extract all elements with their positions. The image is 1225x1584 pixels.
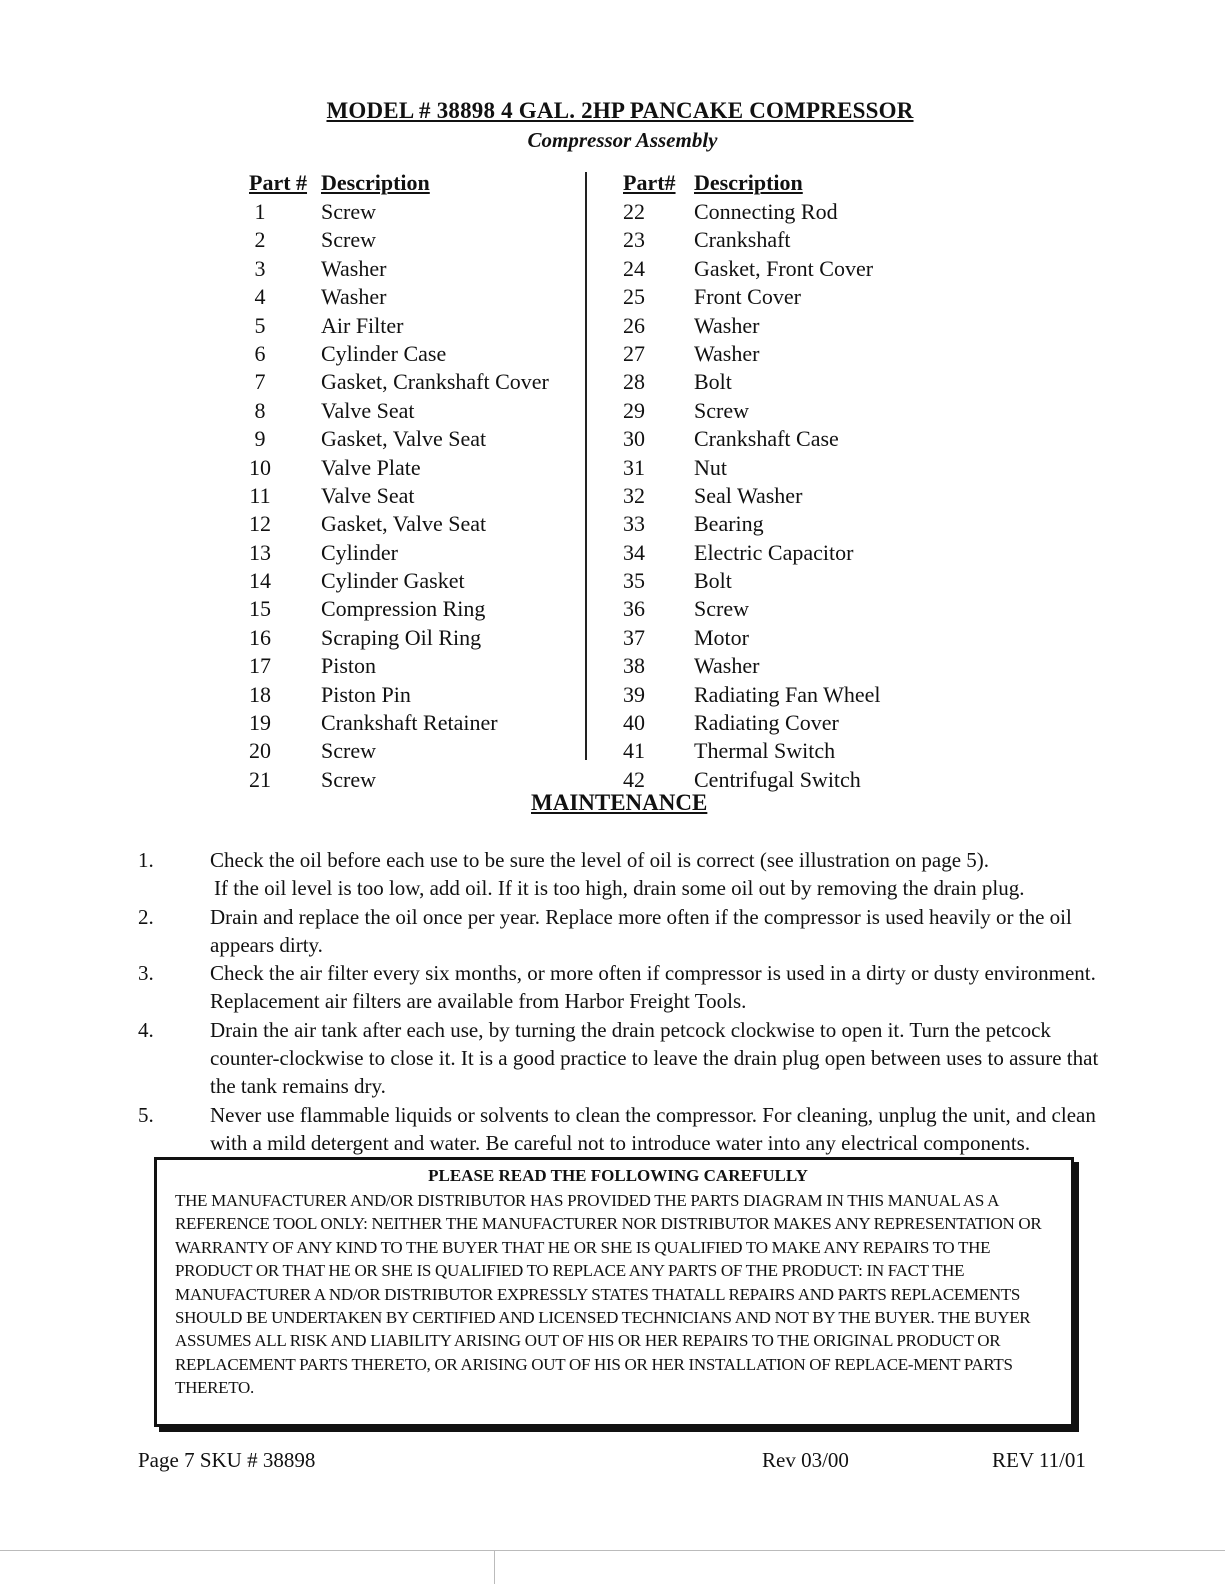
part-number: 40 [623,710,645,736]
part-number: 34 [623,539,645,565]
part-number: 7 [254,369,266,395]
part-number-header: Part # [249,170,308,195]
part-description: Bolt [694,369,732,395]
part-number: 15 [249,596,271,622]
part-row [249,766,549,794]
maintenance-item-text: Drain and replace the oil once per year. Replace more often if the compressor is used heavily or the oil appears dirty. [210,904,1072,957]
part-description: Radiating Cover [694,710,839,736]
part-description: Valve Plate [321,454,421,480]
part-row [623,709,881,737]
part-row [623,510,881,538]
part-number: 9 [254,426,266,452]
maintenance-item [138,1016,1108,1101]
description-header: Description [694,170,803,195]
part-number: 22 [623,199,645,224]
part-number: 32 [623,482,645,508]
part-number-header: Part# [623,170,676,195]
part-description: Screw [694,596,749,622]
maintenance-item-number: 2. [138,904,154,929]
part-row [623,283,881,311]
part-number: 20 [249,738,271,764]
part-row [249,226,549,254]
part-description: Seal Washer [694,482,803,508]
part-number: 10 [249,454,271,480]
parts-list-right [623,170,881,794]
footer-revision-2: REV 11/01 [992,1448,1086,1472]
part-number: 16 [249,624,271,650]
part-description: Screw [321,766,376,792]
part-description: Air Filter [321,312,404,338]
part-number: 8 [254,397,266,423]
part-number: 36 [623,596,645,622]
part-description: Crankshaft [694,227,791,253]
part-number: 28 [623,369,645,395]
part-row [623,397,881,425]
part-description: Gasket, Crankshaft Cover [321,369,549,395]
part-number: 33 [623,511,645,537]
part-number: 2 [254,227,266,253]
disclaimer-box [154,1157,1074,1427]
part-row [249,425,549,453]
part-row [249,567,549,595]
part-row [623,198,881,226]
maintenance-item-number: 1. [138,848,154,872]
part-row [623,539,881,567]
footer-page-sku: Page 7 SKU # 38898 [138,1448,316,1472]
part-description: Bolt [694,568,732,594]
maintenance-item-text-continued: If the oil level is too low, add oil. If it is too high, drain some oil out by removing the drain plug. [214,876,1025,901]
scan-edge-line [0,1550,1225,1551]
maintenance-item-number: 5. [138,1102,154,1127]
part-number: 37 [623,624,645,650]
part-number: 4 [254,284,266,310]
part-number: 23 [623,227,645,253]
part-row [249,198,549,226]
part-description: Cylinder Gasket [321,568,465,594]
part-description: Compression Ring [321,596,486,622]
part-description: Motor [694,624,749,650]
part-number: 27 [623,340,645,366]
part-description: Front Cover [694,284,801,310]
part-description: Gasket, Front Cover [694,255,874,281]
part-number: 42 [623,766,645,792]
part-number: 30 [623,426,645,452]
part-row [249,539,549,567]
part-number: 1 [254,199,266,224]
part-description: Washer [694,653,760,679]
part-description: Gasket, Valve Seat [321,426,487,452]
part-description: Piston Pin [321,681,411,707]
part-number: 41 [623,738,645,764]
part-row [249,368,549,396]
part-number: 39 [623,681,645,707]
part-description: Centrifugal Switch [694,766,861,792]
maintenance-item [138,903,1108,960]
part-description: Cylinder Case [321,340,447,366]
maintenance-item-number: 3. [138,961,154,986]
maintenance-item-text: Drain the air tank after each use, by turning the drain petcock clockwise to open it. Turn the petcock counter-clockwise to close it. It is a good practice to leave the drain plug open between uses to assure that the tank remains dry. [210,1017,1099,1099]
part-description: Washer [694,340,760,366]
part-number: 31 [623,454,645,480]
page-title: MODEL # 38898 4 GAL. 2HP PANCAKE COMPRESSOR [326,98,914,123]
part-number: 21 [249,766,271,792]
part-row [623,368,881,396]
description-header: Description [321,170,430,195]
part-description: Connecting Rod [694,199,838,224]
part-description: Crankshaft Case [694,426,839,452]
part-row [249,397,549,425]
maintenance-item-text: Never use flammable liquids or solvents to clean the compressor. For cleaning, unplug the unit, and clean with a mild detergent and water. Be careful not to introduce water into any electrical components. [210,1102,1096,1155]
page-subtitle: Compressor Assembly [527,128,718,152]
part-description: Washer [321,284,387,310]
part-number: 5 [254,312,266,338]
disclaimer-text: THE MANUFACTURER AND/OR DISTRIBUTOR HAS PROVIDED THE PARTS DIAGRAM IN THIS MANUAL AS A REFERENCE TOOL ONLY: NEITHER THE MANUFACTURER NOR DISTRIBUTOR MAKES ANY REPRESENTATION OR WARRANTY OF ANY KIND TO THE BUYER THAT HE OR SHE IS QUALIFIED TO MAKE ANY REPAIRS TO THE PRODUCT OR THAT HE OR SHE IS QUALIFIED TO REPLACE ANY PARTS OF THE PRODUCT: IN FACT THE MANUFACTURER A ND/OR DISTRIBUTOR EXPRESSLY STATES THATALL REPAIRS AND PARTS REPLACEMENTS SHOULD BE UNDERTAKEN BY CERTIFIED AND LICENSED TECHNICIANS AND NOT BY THE BUYER. THE BUYER ASSUMES ALL RISK AND LIABILITY ARISING OUT OF HIS OR HER REPAIRS TO THE ORIGINAL PRODUCT OR REPLACEMENT PARTS THERETO, OR ARISING OUT OF HIS OR HER INSTALLATION OF REPLACE-MENT PARTS THERETO. [175,1191,1042,1398]
maintenance-item [138,1101,1108,1158]
part-number: 11 [249,482,271,508]
part-row [623,567,881,595]
parts-list-left [249,170,549,794]
part-row [249,283,549,311]
part-number: 24 [623,255,645,281]
parts-header-left [249,170,549,198]
part-description: Washer [694,312,760,338]
part-description: Screw [321,227,376,253]
part-number: 6 [254,340,266,366]
maintenance-item-number: 4. [138,1017,154,1042]
part-description: Bearing [694,511,764,537]
part-number: 12 [249,511,271,537]
part-row [623,425,881,453]
disclaimer-title: PLEASE READ THE FOLLOWING CAREFULLY [428,1166,808,1185]
part-row [249,454,549,482]
part-description: Gasket, Valve Seat [321,511,487,537]
part-row [623,454,881,482]
part-description: Screw [321,738,376,764]
part-number: 38 [623,653,645,679]
part-row [623,652,881,680]
parts-rows-right [623,198,881,794]
column-divider [585,172,587,760]
part-row [623,482,881,510]
part-number: 29 [623,397,645,423]
maintenance-item-text: Check the oil before each use to be sure the level of oil is correct (see illustration on page 5). [210,848,990,872]
part-number: 19 [249,710,271,736]
part-row [249,482,549,510]
part-row [249,595,549,623]
part-description: Screw [694,397,749,423]
part-row [249,340,549,368]
part-row [623,681,881,709]
part-row [623,737,881,765]
part-number: 17 [249,653,271,679]
part-description: Nut [694,454,727,480]
part-row [249,624,549,652]
part-description: Screw [321,199,376,224]
part-row [249,510,549,538]
footer-revision-1: Rev 03/00 [762,1448,849,1472]
part-description: Valve Seat [321,397,415,423]
part-description: Crankshaft Retainer [321,710,498,736]
part-row [249,737,549,765]
part-row [623,340,881,368]
part-description: Piston [321,653,377,679]
maintenance-item [138,959,1108,1016]
part-row [249,255,549,283]
part-row [623,226,881,254]
maintenance-item [138,846,1108,903]
part-number: 35 [623,568,645,594]
parts-header-right [623,170,881,198]
part-row [623,624,881,652]
part-description: Cylinder [321,539,398,565]
part-row [623,312,881,340]
part-row [249,312,549,340]
scan-edge-tick [494,1550,495,1584]
part-row [623,255,881,283]
part-number: 18 [249,681,271,707]
maintenance-item-text: Check the air filter every six months, or more often if compressor is used in a dirty or dusty environment. Replacement air filters are available from Harbor Freight Tools. [210,961,1096,1014]
part-number: 25 [623,284,645,310]
part-number: 26 [623,312,645,338]
part-number: 13 [249,539,271,565]
part-description: Thermal Switch [694,738,836,764]
part-description: Electric Capacitor [694,539,854,565]
part-row [249,709,549,737]
part-row [623,595,881,623]
part-number: 14 [249,568,271,594]
part-description: Scraping Oil Ring [321,624,482,650]
parts-rows-left [249,198,549,794]
maintenance-list [138,846,1108,1157]
part-number: 3 [254,255,266,281]
part-row [249,652,549,680]
maintenance-heading: MAINTENANCE [531,790,708,815]
part-description: Washer [321,255,387,281]
part-description: Radiating Fan Wheel [694,681,881,707]
part-row [249,681,549,709]
part-description: Valve Seat [321,482,415,508]
